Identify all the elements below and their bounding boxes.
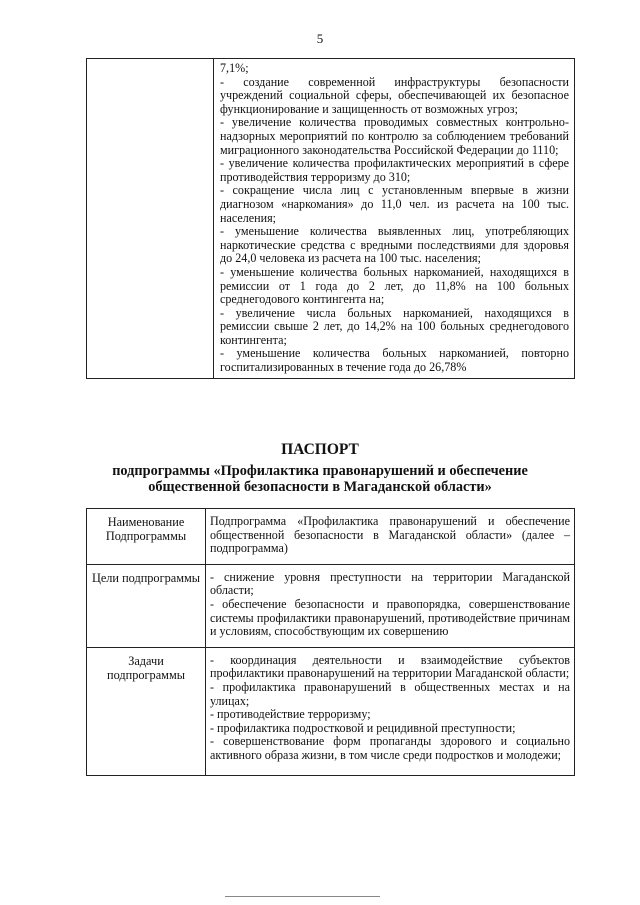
passport-subtitle-line: общественной безопасности в Магаданской области» [148,479,492,495]
passport-subtitle-line: подпрограммы «Профилактика правонарушений и обеспечение [112,463,528,479]
indicator-line: - уменьшение количества больных наркоманией, повторно госпитализированных в течение года до 26,78% [220,346,569,375]
passport-title: ПАСПОРТ [281,441,359,458]
task-line: - профилактика правонарушений в общественных местах и на улицах; [210,679,570,708]
indicator-line: 7,1%; [220,61,249,75]
bottom-divider [225,896,380,897]
indicator-line: - уменьшение количества выявленных лиц, употребляющих наркотические средства с вредными последствиями для здоровья до 24,0 человека из расчета на 100 тыс. населения; [220,224,569,266]
task-line: - совершенствование форм пропаганды здорового и социально активного образа жизни, в том числе среди подростков и молодежи; [210,734,570,762]
indicator-line: - увеличение количества профилактических мероприятий в сфере противодействия терроризму до 310; [220,156,569,184]
task-line: - координация деятельности и взаимодействие субъектов профилактики правонарушений на территории Магаданской области; [210,652,570,681]
task-line: - противодействие терроризму; [210,707,371,722]
name-label: Наименование Подпрограммы [87,509,206,565]
indicator-line: - сокращение числа лиц с установленным впервые в жизни диагнозом «наркомания» до 11,0 чел. из расчета на 100 тыс. населения; [220,183,569,225]
goals-label: Цели подпрограммы [87,564,206,647]
indicators-label-cell [87,59,214,379]
passport-table [86,508,575,776]
task-line: - профилактика подростковой и рецидивной преступности; [210,720,516,735]
goal-line: и условиям, способствующим их совершению [210,624,449,639]
indicator-line: - уменьшение количества больных наркоманией, находящихся в ремиссии от 1 года до 2 лет, до 11,8% на 100 больных среднегодового контингента на; [220,264,569,307]
table-row [87,564,575,647]
goals-value [206,564,575,647]
indicators-table [86,58,575,379]
table-row [87,509,575,565]
goal-line: - снижение уровня преступности на территории Магаданской области; [210,569,570,598]
passport-subtitle [0,463,640,495]
table-row [87,59,575,379]
page-number: 5 [316,31,324,46]
indicators-value-cell [214,59,575,379]
indicator-line: - создание современной инфраструктуры безопасности учреждений социальной сферы, обеспечивающей их безопасное функционирование и защищенность от возможных угроз; [220,74,569,116]
tasks-label: Задачи подпрограммы [87,647,206,775]
goal-line: - обеспечение безопасности и правопорядка, совершенствование системы профилактики правонарушений, противодействие причинам [210,596,570,625]
tasks-value [206,647,575,775]
indicator-line: - увеличение количества проводимых совместных контрольно-надзорных мероприятий по контролю за соблюдением требований миграционного законодательства Российской Федерации до 1110; [220,115,569,157]
indicator-line: - увеличение числа больных наркоманией, находящихся в ремиссии свыше 2 лет, до 14,2% на 100 больных среднегодового контингента; [220,305,569,347]
table-row [87,647,575,775]
name-value: Подпрограмма «Профилактика правонарушений и обеспечение общественной безопасности в Магаданской области» (далее – подпрограмма) [206,509,575,565]
